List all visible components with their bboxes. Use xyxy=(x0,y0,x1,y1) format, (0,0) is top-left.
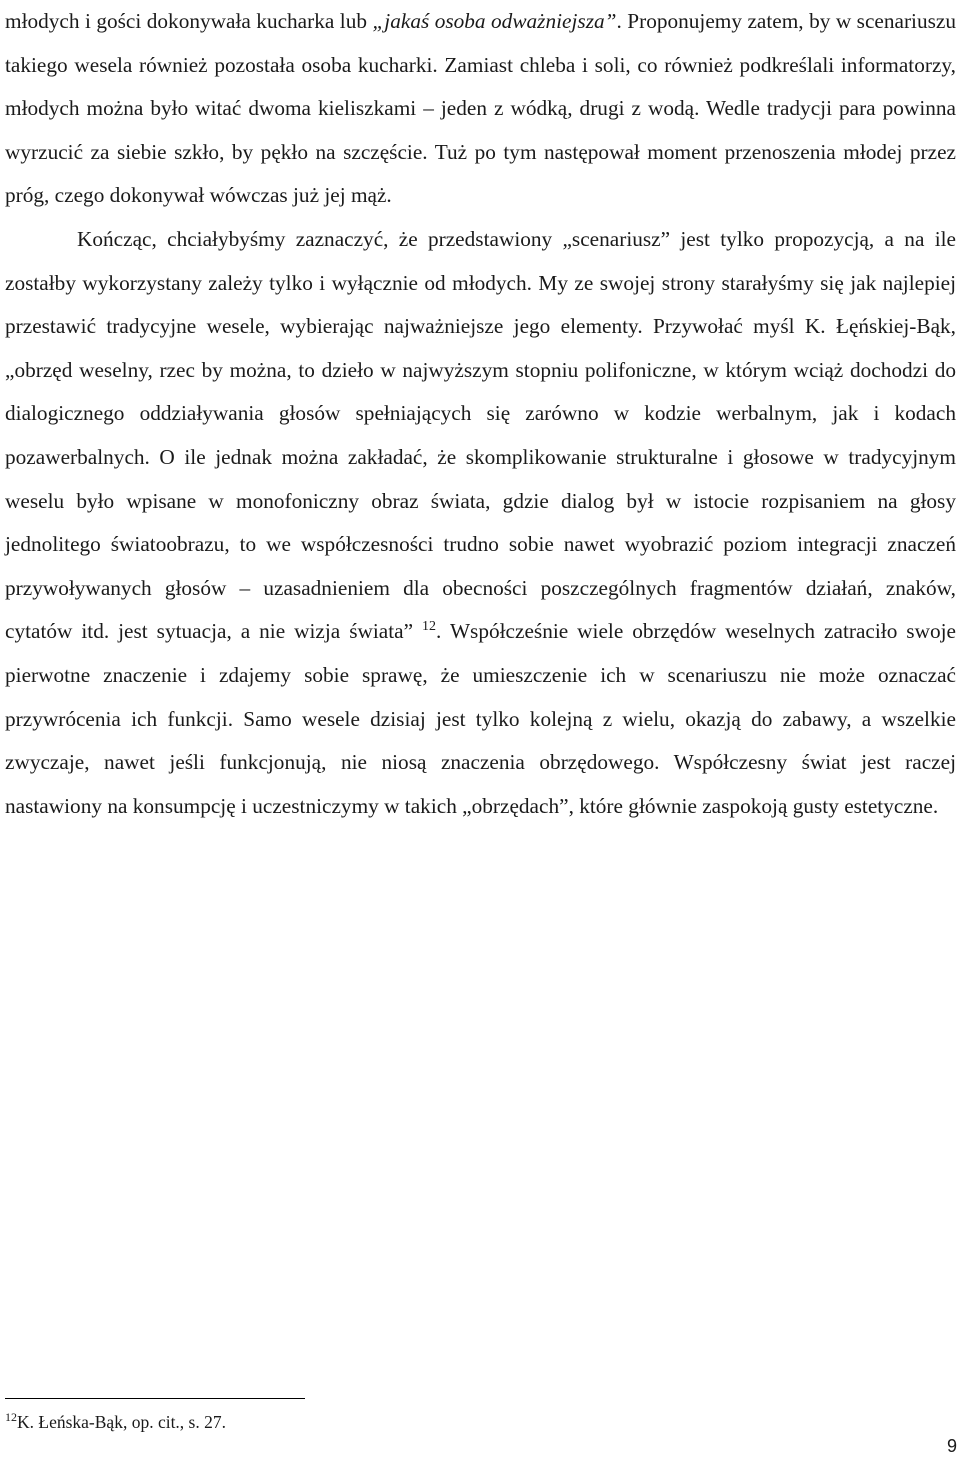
footnote-separator xyxy=(5,1398,305,1399)
paragraph-1-lead: młodych i gości dokonywała kucharka lub xyxy=(5,9,373,33)
paragraph-1-italic-quote: „jakaś osoba odważniejsza” xyxy=(372,9,617,33)
footnote-reference[interactable]: 12 xyxy=(422,619,437,635)
paragraph-1 xyxy=(5,0,956,218)
footnote xyxy=(5,1411,226,1433)
paragraph-2-text-after-ref: . Współcześnie wiele obrzędów weselnych zatraciło swoje pierwotne znaczenie i zdajemy sobie sprawę, że umieszczenie ich w scenariuszu nie może oznaczać przywrócenia ich funkcji. Samo wesele dzisiaj jest tylko kolejną z wielu, okazją do zabawy, a wszelkie zwyczaje, nawet jeśli funkcjonują, nie niosą znaczenia obrzędowego. Współczesny świat jest raczej nastawiony na konsumpcję i uczestniczymy w takich „obrzędach”, które głównie zaspokoją gusty estetyczne. xyxy=(5,619,956,818)
paragraph-2 xyxy=(5,218,956,828)
paragraph-1-rest: . Proponujemy zatem, by w scenariuszu takiego wesela również pozostała osoba kucharki. Zamiast chleba i soli, co również podkreślali informatorzy, młodych można było witać dwoma kieliszkami – jeden z wódką, drugi z wodą. Wedle tradycji para powinna wyrzucić za siebie szkło, by pękło na szczęście. Tuż po tym następował moment przenoszenia młodej przez próg, czego dokonywał wówczas już jej mąż. xyxy=(5,9,956,208)
footnote-number: 12 xyxy=(5,1410,17,1424)
page-number: 9 xyxy=(946,1436,957,1456)
paragraph-2-text-before-ref: Kończąc, chciałybyśmy zaznaczyć, że przedstawiony „scenariusz” jest tylko propozycją, a na ile zostałby wykorzystany zależy tylko i wyłącznie od młodych. My ze swojej strony starałyśmy się jak najlepiej przestawić tradycyjne wesele, wybierając najważniejsze jego elementy. Przywołać myśl K. Łęńskiej-Bąk, „obrzęd weselny, rzec by można, to dzieło w najwyższym stopniu polifoniczne, w którym wciąż dochodzi do dialogicznego oddziaływania głosów spełniających się zarówno w kodzie werbalnym, jak i kodach pozawerbalnych. O ile jednak można zakładać, że skomplikowanie strukturalne i głosowe w tradycyjnym weselu było wpisane w monofoniczny obraz świata, gdzie dialog był w istocie rozpisaniem na głosy jednolitego światoobrazu, to we współczesności trudno sobie nawet wyobrazić poziom integracji znaczeń przywoływanych głosów – uzasadnieniem dla obecności poszczególnych fragmentów działań, znaków, cytatów itd. jest sytuacja, a nie wizja świata” xyxy=(5,226,956,644)
footnote-text: K. Łeńska-Bąk, op. cit., s. 27. xyxy=(17,1412,226,1432)
main-text xyxy=(5,0,956,828)
